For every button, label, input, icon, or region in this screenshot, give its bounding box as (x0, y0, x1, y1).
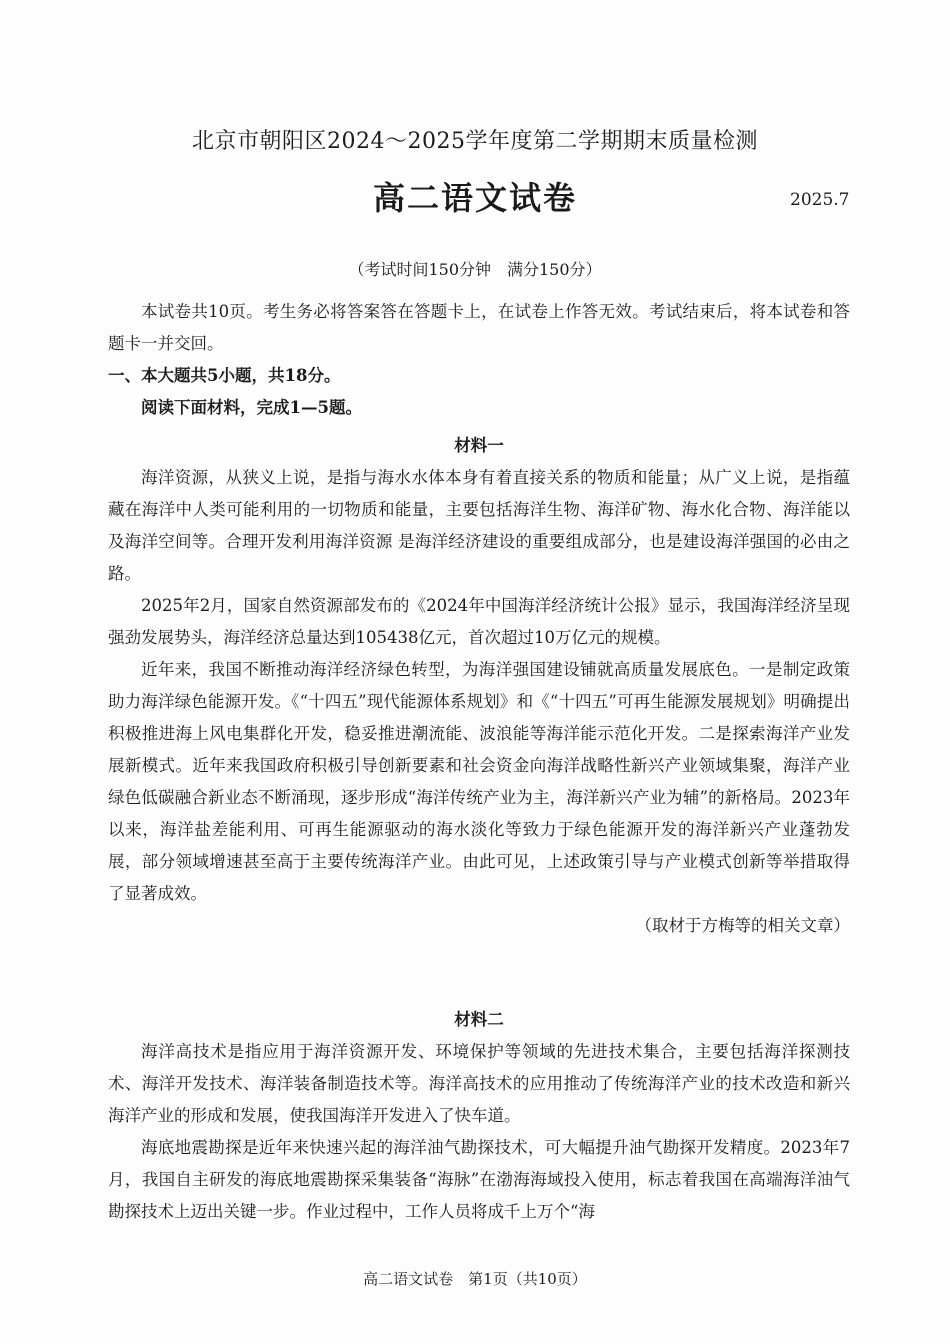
exam-info: （考试时间150分钟 满分150分） (348, 260, 602, 279)
page-title: 高二语文试卷 (372, 179, 577, 217)
material-two (108, 1004, 850, 1228)
material-one-paragraph: 2025年2月，国家自然资源部发布的《2024年中国海洋经济统计公报》显示，我国海洋经济呈现强劲发展势头，海洋经济总量达到105438亿元，首次超过10万亿元的规模。 (108, 596, 850, 647)
intro-section (108, 296, 850, 424)
notice-text: 本试卷共10页。考生务必将答案答在答题卡上，在试卷上作答无效。考试结束后，将本试卷和答题卡一并交回。 (108, 302, 850, 353)
exam-date: 2025.7 (790, 190, 850, 210)
material-two-heading: 材料二 (454, 1010, 504, 1029)
material-one-source: （取材于方梅等的相关文章） (635, 916, 850, 935)
material-one-heading: 材料一 (454, 436, 504, 455)
material-two-paragraph: 海底地震勘探是近年来快速兴起的海洋油气勘探技术，可大幅提升油气勘探开发精度。2023年7月，我国自主研发的海底地震勘探采集装备“海脉”在渤海海域投入使用，标志着我国在高端海洋油气勘探技术上迈出关键一步。作业过程中，工作人员将成千上万个“海 (108, 1138, 850, 1221)
material-one-paragraph: 近年来，我国不断推动海洋经济绿色转型，为海洋强国建设铺就高质量发展底色。一是制定政策助力海洋绿色能源开发。《“十四五”现代能源体系规划》和《“十四五”可再生能源发展规划》明确提出积极推进海上风电集群化开发，稳妥推进潮流能、波浪能等海洋能示范化开发。二是探索海洋产业发展新模式。近年来我国政府积极引导创新要素和社会资金向海洋战略性新兴产业领域集聚，海洋产业绿色低碳融合新业态不断涌现，逐步形成“海洋传统产业为主，海洋新兴产业为辅”的新格局。2023年以来，海洋盐差能利用、可再生能源驱动的海水淡化等致力于绿色能源开发的海洋新兴产业蓬勃发展，部分领域增速甚至高于主要传统海洋产业。由此可见，上述政策引导与产业模式创新等举措取得了显著成效。 (108, 660, 850, 903)
section-heading: 一、本大题共5小题，共18分。 (108, 366, 341, 385)
exam-name: 北京市朝阳区2024～2025学年度第二学期期末质量检测 (192, 129, 758, 154)
instruction-text: 阅读下面材料，完成1—5题。 (141, 398, 362, 417)
material-one (108, 430, 850, 942)
page-footer: 高二语文试卷 第1页（共10页） (363, 1270, 587, 1288)
material-two-paragraph: 海洋高技术是指应用于海洋资源开发、环境保护等领域的先进技术集合，主要包括海洋探测技术、海洋开发技术、海洋装备制造技术等。海洋高技术的应用推动了传统海洋产业的技术改造和新兴海洋产业的形成和发展，使我国海洋开发进入了快车道。 (108, 1042, 850, 1125)
material-one-paragraph: 海洋资源，从狭义上说，是指与海水水体本身有着直接关系的物质和能量；从广义上说，是指蕴藏在海洋中人类可能利用的一切物质和能量，主要包括海洋生物、海洋矿物、海水化合物、海洋能以及海洋空间等。合理开发利用海洋资源 是海洋经济建设的重要组成部分，也是建设海洋强国的必由之路。 (108, 468, 850, 583)
